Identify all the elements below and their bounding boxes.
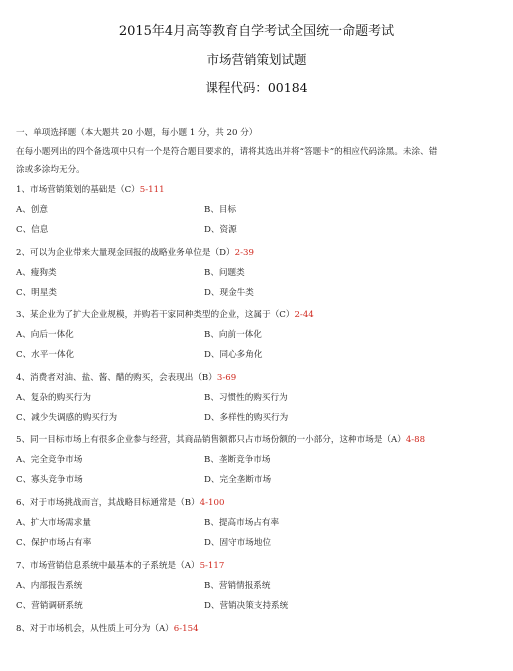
question-text: 6、对于市场挑战而言，其战略目标通常是（B）	[16, 498, 200, 508]
answer-option: C、明星类	[16, 288, 57, 298]
question-stem	[16, 623, 199, 635]
answer-option: C、保护市场占有率	[16, 538, 92, 548]
answer-option: C、营销调研系统	[16, 601, 83, 611]
page-reference: 5-117	[199, 561, 225, 571]
exam-title: 2015年4月高等教育自学考试全国统一命题考试	[118, 24, 395, 39]
question-stem	[16, 247, 254, 259]
page-reference: 4-100	[199, 498, 225, 508]
question-text: 8、对于市场机会，从性质上可分为（A）	[16, 624, 174, 634]
question-text: 4、消费者对油、盐、酱、醋的购买，会表现出（B）	[16, 373, 217, 383]
answer-option: A、内部报告系统	[16, 581, 83, 591]
answer-option: A、创意	[16, 205, 48, 215]
answer-option: A、瘦狗类	[16, 268, 57, 278]
answer-option: D、固守市场地位	[204, 538, 272, 548]
question-stem	[16, 497, 224, 509]
answer-option: B、营销情报系统	[204, 581, 271, 591]
page-reference: 5-111	[139, 185, 165, 195]
answer-option: C、水平一体化	[16, 350, 75, 360]
question-text: 1、市场营销策划的基础是（C）	[16, 185, 140, 195]
page-reference: 4-88	[405, 435, 426, 445]
answer-option: B、习惯性的购买行为	[204, 393, 288, 403]
exam-course-code: 课程代码：00184	[205, 80, 308, 95]
answer-option: D、资源	[204, 225, 237, 235]
page-reference: 2-44	[294, 310, 314, 320]
page-reference: 3-69	[216, 373, 237, 383]
answer-option: A、复杂的购买行为	[16, 393, 91, 403]
question-stem	[16, 372, 236, 384]
exam-subject: 市场营销策划试题	[206, 52, 307, 67]
instructions-line-2: 涂或多涂均无分。	[16, 165, 85, 175]
answer-option: B、提高市场占有率	[204, 518, 280, 528]
question-stem	[16, 434, 425, 446]
question-stem	[16, 309, 314, 321]
section-heading: 一、单项选择题（本大题共 20 小题，每小题 1 分，共 20 分）	[16, 128, 258, 138]
answer-option: A、向后一体化	[16, 330, 74, 340]
question-text: 3、某企业为了扩大企业规模，并购若干家同种类型的企业，这属于（C）	[16, 310, 295, 320]
question-stem	[16, 184, 165, 196]
page-reference: 6-154	[173, 624, 199, 634]
answer-option: D、同心多角化	[204, 350, 263, 360]
answer-option: B、垄断竞争市场	[204, 455, 271, 465]
answer-option: D、完全垄断市场	[204, 475, 272, 485]
question-text: 2、可以为企业带来大量现金回报的战略业务单位是（D）	[16, 248, 235, 258]
answer-option: A、扩大市场需求量	[16, 518, 91, 528]
answer-option: C、寡头竞争市场	[16, 475, 83, 485]
answer-option: C、减少失调感的购买行为	[16, 413, 118, 423]
instructions-line-1: 在每小题列出的四个备选项中只有一个是符合题目要求的，请将其选出并将“答题卡”的相应代码涂黑。未涂、错	[16, 147, 438, 157]
answer-option: D、现金牛类	[204, 288, 254, 298]
question-stem	[16, 560, 224, 572]
page-reference: 2-39	[234, 248, 254, 258]
answer-option: B、向前一体化	[204, 330, 262, 340]
answer-option: D、多样性的购买行为	[204, 413, 289, 423]
answer-option: C、信息	[16, 225, 49, 235]
question-text: 7、市场营销信息系统中最基本的子系统是（A）	[16, 561, 200, 571]
answer-option: D、营销决策支持系统	[204, 601, 289, 611]
answer-option: B、问题类	[204, 268, 245, 278]
answer-option: B、目标	[204, 205, 237, 215]
answer-option: A、完全竞争市场	[16, 455, 83, 465]
question-text: 5、同一目标市场上有很多企业参与经营，其商品销售额都只占市场份额的一小部分，这种市场是（A）	[16, 435, 406, 445]
